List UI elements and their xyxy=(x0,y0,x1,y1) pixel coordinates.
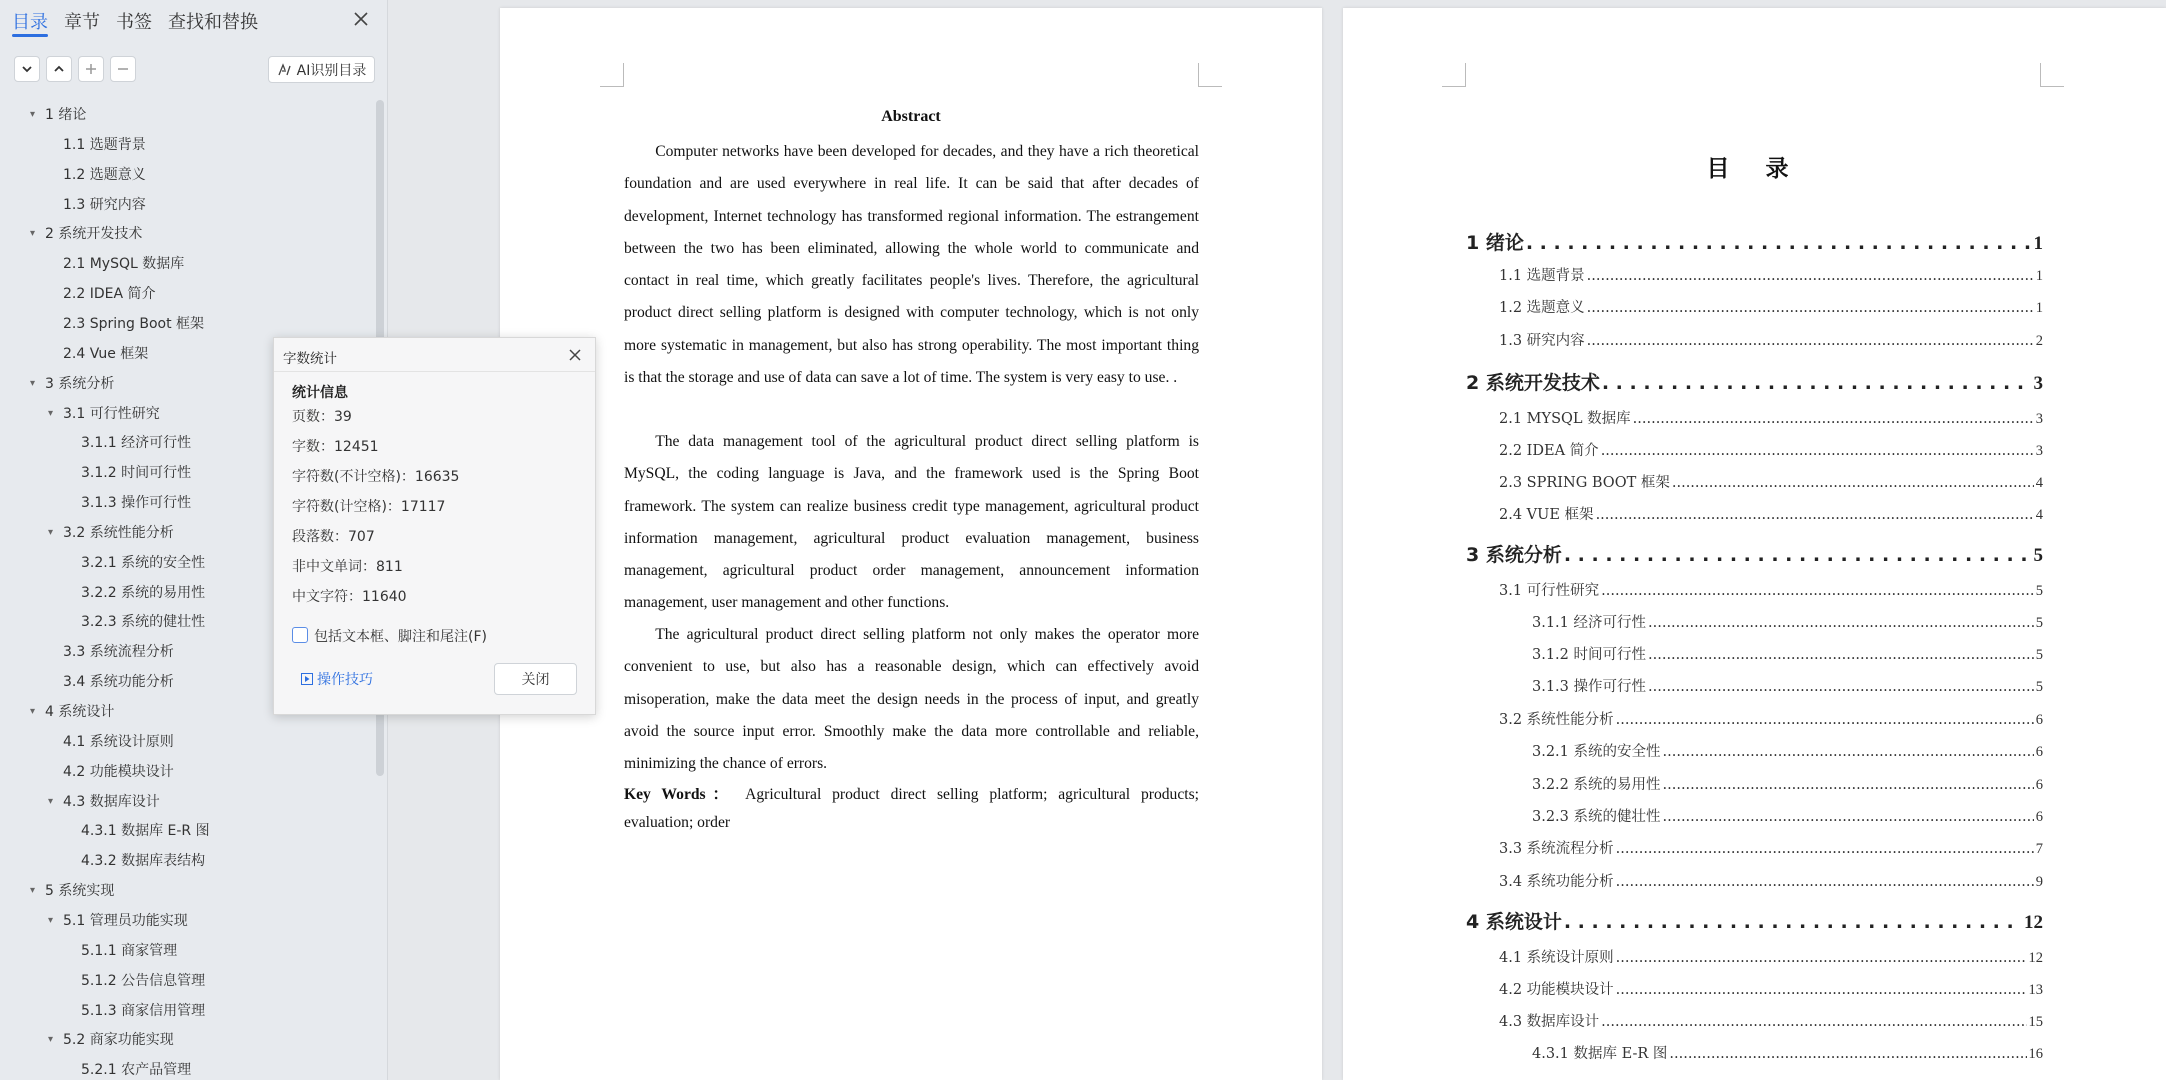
plus-icon xyxy=(84,62,98,76)
dialog-title: 字数统计 xyxy=(283,351,337,367)
toc-entry-label: 2 系统开发技术 xyxy=(1466,372,1600,394)
outline-item-label: 5.2.1 农产品管理 xyxy=(81,1062,192,1079)
toc-entry-label: 3.2 系统性能分析 xyxy=(1499,712,1614,728)
ai-toc-button[interactable] xyxy=(268,56,375,83)
toc-entry-label: 1.2 选题意义 xyxy=(1499,300,1585,316)
chevron-down-icon xyxy=(20,62,34,76)
toc-entry[interactable] xyxy=(1499,837,2043,859)
keywords-label: Key Words： xyxy=(624,786,736,803)
toc-entry-label: 4.3.1 数据库 E-R 图 xyxy=(1532,1046,1668,1062)
stat-chinese-chars: 中文字符：11640 xyxy=(292,589,407,605)
toc-entry-page: 2 xyxy=(2035,333,2043,349)
stat-paragraphs: 段落数：707 xyxy=(292,529,375,545)
chevron-up-icon xyxy=(52,62,66,76)
toc-entry-label: 1.3 研究内容 xyxy=(1499,333,1585,349)
caret-down-icon[interactable]: ▾ xyxy=(48,407,54,419)
toc-entry-page: 1 xyxy=(2035,300,2043,316)
outline-item[interactable] xyxy=(0,1055,376,1080)
caret-down-icon[interactable]: ▾ xyxy=(48,795,54,807)
caret-down-icon[interactable]: ▾ xyxy=(30,706,36,717)
toc-entry[interactable] xyxy=(1532,611,2043,633)
toc-leader-dots xyxy=(1601,583,2034,599)
outline-item-label: 2.3 Spring Boot 框架 xyxy=(63,315,205,332)
toc-leader-dots xyxy=(1648,615,2034,631)
toc-entry[interactable] xyxy=(1499,407,2043,429)
sidebar-tabs xyxy=(0,0,388,42)
outline-item[interactable] xyxy=(0,130,376,160)
outline-item[interactable] xyxy=(0,727,376,757)
outline-item-label: 1 绪论 xyxy=(45,107,87,123)
toc-entry-label: 3.1.2 时间可行性 xyxy=(1532,647,1647,663)
toc-entry[interactable] xyxy=(1532,675,2043,697)
toc-entry[interactable] xyxy=(1532,805,2043,827)
ai-sparkle-icon xyxy=(277,63,293,77)
expand-up-button[interactable] xyxy=(46,56,72,82)
toc-entry-label: 4.2 功能模块设计 xyxy=(1499,982,1614,998)
outline-item-label: 5.1.2 公告信息管理 xyxy=(81,972,206,989)
toc-entry-page: 4 xyxy=(2035,507,2043,523)
stat-pages: 页数：39 xyxy=(292,409,352,425)
outline-item-label: 1.3 研究内容 xyxy=(63,196,146,213)
tips-label: 操作技巧 xyxy=(317,672,373,688)
toc-leader-dots xyxy=(1672,475,2034,491)
toc-entry-label: 3.2.3 系统的健壮性 xyxy=(1532,809,1661,825)
toc-leader-dots xyxy=(1648,679,2034,695)
toc-entry-page: 6 xyxy=(2035,809,2043,825)
outline-item-label: 2.2 IDEA 简介 xyxy=(63,286,156,303)
toc-entry-label: 3.4 系统功能分析 xyxy=(1499,874,1614,890)
outline-item-label: 3.1.1 经济可行性 xyxy=(81,435,192,452)
toc-entry-label: 4.1 系统设计原则 xyxy=(1499,950,1614,966)
document-page-toc xyxy=(1343,8,2166,1080)
toc-entry[interactable] xyxy=(1499,264,2043,286)
toc-entry[interactable] xyxy=(1466,540,2043,570)
toc-entry-label: 3.1 可行性研究 xyxy=(1499,583,1600,599)
toc-entry[interactable] xyxy=(1499,296,2043,318)
outline-item[interactable] xyxy=(0,160,376,190)
stat-chars-no-spaces: 字符数(不计空格)：16635 xyxy=(292,469,460,485)
toc-entry-page: 6 xyxy=(2035,744,2043,760)
include-textbox-checkbox[interactable] xyxy=(292,627,308,643)
toc-entry[interactable] xyxy=(1532,740,2043,762)
collapse-all-button[interactable] xyxy=(14,56,40,82)
add-heading-button[interactable] xyxy=(78,56,104,82)
word-count-dialog xyxy=(273,337,596,715)
toc-entry-page: 13 xyxy=(2028,982,2043,998)
caret-down-icon[interactable]: ▾ xyxy=(48,914,54,926)
toc-leader-dots xyxy=(1616,712,2034,728)
outline-item[interactable] xyxy=(0,876,376,906)
outline-item-label: 2.1 MySQL 数据库 xyxy=(63,256,185,273)
toc-leader-dots xyxy=(1616,982,2027,998)
toc-leader-dots xyxy=(1648,647,2034,663)
outline-item-label: 3.2.1 系统的安全性 xyxy=(81,554,206,571)
toc-entry-label: 2.2 IDEA 简介 xyxy=(1499,443,1599,459)
crop-mark xyxy=(1198,63,1222,87)
stat-chars-with-spaces: 字符数(计空格)：17117 xyxy=(292,499,446,515)
toc-entry-label: 2.1 MYSQL 数据库 xyxy=(1499,411,1631,427)
toc-entry-page: 4 xyxy=(2035,475,2043,491)
caret-down-icon[interactable]: ▾ xyxy=(30,885,36,897)
tab-chapters[interactable]: 章节 xyxy=(64,12,100,33)
toc-entry-page: 9 xyxy=(2035,874,2043,890)
toc-entry[interactable] xyxy=(1499,471,2043,493)
toc-entry-page: 5 xyxy=(2035,679,2043,695)
outline-item-label: 5.1.1 商家管理 xyxy=(81,942,178,959)
toc-entry-page: 12 xyxy=(2028,950,2043,966)
abstract-paragraph-3: The agricultural product direct selling platform not only makes the operator more convenient to use, but also has a reasonable design, which can effectively avoid misoperation, make the data meet the design needs in the process of input, and greatly avoid the source input error. Smoothly make the data more controllable and reliable, minimizing the chance of errors. xyxy=(624,626,1199,773)
toc-entry-page: 6 xyxy=(2035,712,2043,728)
toc-entry-page: 16 xyxy=(2028,1046,2043,1062)
toc-leader-dots xyxy=(1564,911,2022,933)
toc-entry-page: 5 xyxy=(2035,583,2043,599)
minus-icon xyxy=(116,62,130,76)
outline-item[interactable] xyxy=(0,757,376,787)
abstract-title: Abstract xyxy=(881,108,941,125)
toc-entry-label: 3.2.1 系统的安全性 xyxy=(1532,744,1661,760)
outline-item-label: 3.4 系统功能分析 xyxy=(63,674,174,691)
toc-leader-dots xyxy=(1663,777,2034,793)
caret-down-icon[interactable]: ▾ xyxy=(30,377,36,389)
document-page-abstract xyxy=(500,8,1322,1080)
outline-item[interactable] xyxy=(0,846,376,876)
toc-entry-page: 3 xyxy=(2035,411,2043,427)
toc-leader-dots xyxy=(1602,372,2032,394)
outline-item-label: 4 系统设计 xyxy=(45,704,115,720)
toc-entry-label: 3.1.1 经济可行性 xyxy=(1532,615,1647,631)
caret-down-icon[interactable]: ▾ xyxy=(30,109,36,120)
toc-entry-page: 5 xyxy=(2035,647,2043,663)
outline-item[interactable] xyxy=(0,309,376,339)
abstract-paragraph-1: Computer networks have been developed for decades, and they have a rich theoretical foundation and are used everywhere in real life. It can be said that after decades of development, Internet technology has transformed regional information. The estrangement between the two has been eliminated, allowing the whole world to communicate and contact in real time, which greatly facilitates people's lives. Therefore, the agricultural product direct selling platform is designed with computer technology, which is not only more systematic in management, but also has strong operability. The most important thing is that the storage and use of data can save a lot of time. The system is very easy to use. . xyxy=(624,143,1199,387)
crop-mark xyxy=(600,63,624,87)
toc-leader-dots xyxy=(1564,544,2032,566)
toc-entry-label: 4 系统设计 xyxy=(1466,911,1562,933)
crop-mark xyxy=(1442,63,1466,87)
outline-item-label: 3.2.3 系统的健壮性 xyxy=(81,614,206,631)
toc-leader-dots xyxy=(1587,333,2034,349)
toc-entry-page: 3 xyxy=(2033,373,2043,394)
toc-entry[interactable] xyxy=(1499,503,2043,525)
outline-item[interactable] xyxy=(0,787,376,817)
toc-entry-label: 1.1 选题背景 xyxy=(1499,268,1585,284)
toc-leader-dots xyxy=(1601,1014,2026,1030)
crop-mark xyxy=(2040,63,2064,87)
toc-leader-dots xyxy=(1616,950,2027,966)
toc-entry-page: 3 xyxy=(2035,443,2043,459)
toc-entry[interactable] xyxy=(1499,708,2043,730)
outline-item[interactable] xyxy=(0,190,376,220)
outline-item[interactable] xyxy=(0,936,376,966)
outline-item-label: 5 系统实现 xyxy=(45,883,115,900)
toc-entry-page: 5 xyxy=(2033,545,2043,566)
outline-item[interactable] xyxy=(0,906,376,936)
outline-item-label: 5.2 商家功能实现 xyxy=(63,1032,174,1049)
toc-entry-page: 12 xyxy=(2024,912,2043,933)
outline-item[interactable] xyxy=(0,249,376,279)
outline-item[interactable] xyxy=(0,219,376,249)
toc-entry-label: 4.3 数据库设计 xyxy=(1499,1014,1600,1030)
toc-page-title: 目 录 xyxy=(1706,155,1803,182)
toc-leader-dots xyxy=(1587,300,2034,316)
stat-words: 字数：12451 xyxy=(292,439,379,455)
toc-entry-label: 2.4 VUE 框架 xyxy=(1499,507,1594,523)
tips-link[interactable] xyxy=(301,669,373,689)
toc-leader-dots xyxy=(1601,443,2034,459)
outline-item-label: 1.1 选题背景 xyxy=(63,136,146,153)
toc-entry-label: 2.3 SPRING BOOT 框架 xyxy=(1499,475,1670,491)
toc-entry-label: 3.1.3 操作可行性 xyxy=(1532,679,1647,695)
toc-leader-dots xyxy=(1616,874,2034,890)
ai-toc-label: AI识别目录 xyxy=(296,62,367,79)
toc-entry[interactable] xyxy=(1499,329,2043,351)
toc-leader-dots xyxy=(1663,744,2034,760)
stats-heading: 统计信息 xyxy=(292,385,348,401)
toc-entry-page: 7 xyxy=(2035,841,2043,857)
play-icon xyxy=(301,673,313,685)
toc-entry[interactable] xyxy=(1499,1010,2043,1032)
outline-item[interactable] xyxy=(0,100,376,130)
toc-leader-dots xyxy=(1526,232,2032,254)
outline-item-label: 3.2 系统性能分析 xyxy=(63,524,174,541)
toc-entry[interactable] xyxy=(1466,228,2043,258)
toc-entry[interactable] xyxy=(1499,978,2043,1000)
outline-item-label: 3.3 系统流程分析 xyxy=(63,644,174,661)
toc-entry-page: 5 xyxy=(2035,615,2043,631)
toc-entry[interactable] xyxy=(1499,870,2043,892)
toc-entry[interactable] xyxy=(1499,946,2043,968)
toc-entry[interactable] xyxy=(1466,368,2043,398)
close-button[interactable]: 关闭 xyxy=(494,663,577,695)
outline-item[interactable] xyxy=(0,1025,376,1055)
toc-leader-dots xyxy=(1616,841,2034,857)
outline-item-label: 2 系统开发技术 xyxy=(45,226,143,243)
active-tab-indicator xyxy=(12,34,48,37)
dialog-divider xyxy=(274,371,595,372)
outline-item[interactable] xyxy=(0,279,376,309)
close-pane-icon[interactable] xyxy=(350,8,372,30)
caret-down-icon[interactable]: ▾ xyxy=(48,526,54,538)
outline-item-label: 5.1.3 商家信用管理 xyxy=(81,1002,206,1019)
outline-item-label: 3.1.2 时间可行性 xyxy=(81,465,192,482)
stat-non-chinese-words: 非中文单词：811 xyxy=(292,559,403,575)
toc-leader-dots xyxy=(1633,411,2034,427)
outline-item[interactable] xyxy=(0,966,376,996)
toc-entry[interactable] xyxy=(1532,773,2043,795)
outline-item-label: 4.3 数据库设计 xyxy=(63,793,160,810)
toc-entry-label: 3.2.2 系统的易用性 xyxy=(1532,777,1661,793)
toc-entry[interactable] xyxy=(1499,439,2043,461)
tab-toc[interactable]: 目录 xyxy=(12,12,48,33)
outline-item[interactable] xyxy=(0,996,376,1026)
outline-item-label: 2.4 Vue 框架 xyxy=(63,345,149,362)
toc-entry[interactable] xyxy=(1466,907,2043,937)
toc-leader-dots xyxy=(1596,507,2034,523)
caret-down-icon[interactable]: ▾ xyxy=(48,1034,54,1046)
remove-heading-button[interactable] xyxy=(110,56,136,82)
toc-entry[interactable] xyxy=(1532,643,2043,665)
outline-item-label: 3.1 可行性研究 xyxy=(63,405,160,422)
include-textbox-label[interactable]: 包括文本框、脚注和尾注(F) xyxy=(314,629,487,645)
toc-entry-page: 6 xyxy=(2035,777,2043,793)
toc-entry-page: 15 xyxy=(2028,1014,2043,1030)
toc-entry[interactable] xyxy=(1532,1042,2043,1064)
toc-entry-label: 3.3 系统流程分析 xyxy=(1499,841,1614,857)
outline-item-label: 1.2 选题意义 xyxy=(63,166,146,183)
tab-find-replace[interactable]: 查找和替换 xyxy=(168,12,258,33)
toc-entry-label: 3 系统分析 xyxy=(1466,544,1562,566)
keywords-line xyxy=(624,781,1199,837)
toc-leader-dots xyxy=(1663,809,2034,825)
caret-down-icon[interactable]: ▾ xyxy=(30,228,36,240)
outline-item[interactable] xyxy=(0,816,376,846)
toc-entry[interactable] xyxy=(1499,579,2043,601)
outline-item-label: 3.1.3 操作可行性 xyxy=(81,495,192,512)
abstract-paragraph-2: The data management tool of the agricultural product direct selling platform is MySQL, the coding language is Java, and the framework used is the Spring Boot framework. The system can realize business credit type management, agricultural product information management, agricultural product evaluation management, business management, agricultural product order management, announcement information management, user management and other functions. xyxy=(624,433,1199,612)
outline-item-label: 4.1 系统设计原则 xyxy=(63,733,174,750)
outline-item-label: 4.3.2 数据库表结构 xyxy=(81,853,206,870)
keywords-text: Agricultural product direct selling platform; agricultural products; evaluation; order xyxy=(624,786,1199,831)
outline-item-label: 4.2 功能模块设计 xyxy=(63,763,174,780)
outline-item-label: 3 系统分析 xyxy=(45,375,115,392)
outline-item-label: 5.1 管理员功能实现 xyxy=(63,912,188,929)
toc-entry-label: 1 绪论 xyxy=(1466,232,1524,254)
outline-item-label: 4.3.1 数据库 E-R 图 xyxy=(81,823,210,840)
toc-leader-dots xyxy=(1669,1046,2026,1062)
tab-bookmarks[interactable]: 书签 xyxy=(116,12,152,33)
outline-item-label: 3.2.2 系统的易用性 xyxy=(81,584,206,601)
toc-entry-page: 1 xyxy=(2033,233,2043,254)
close-icon[interactable] xyxy=(566,346,584,364)
toc-leader-dots xyxy=(1587,268,2034,284)
toc-entry-page: 1 xyxy=(2035,268,2043,284)
